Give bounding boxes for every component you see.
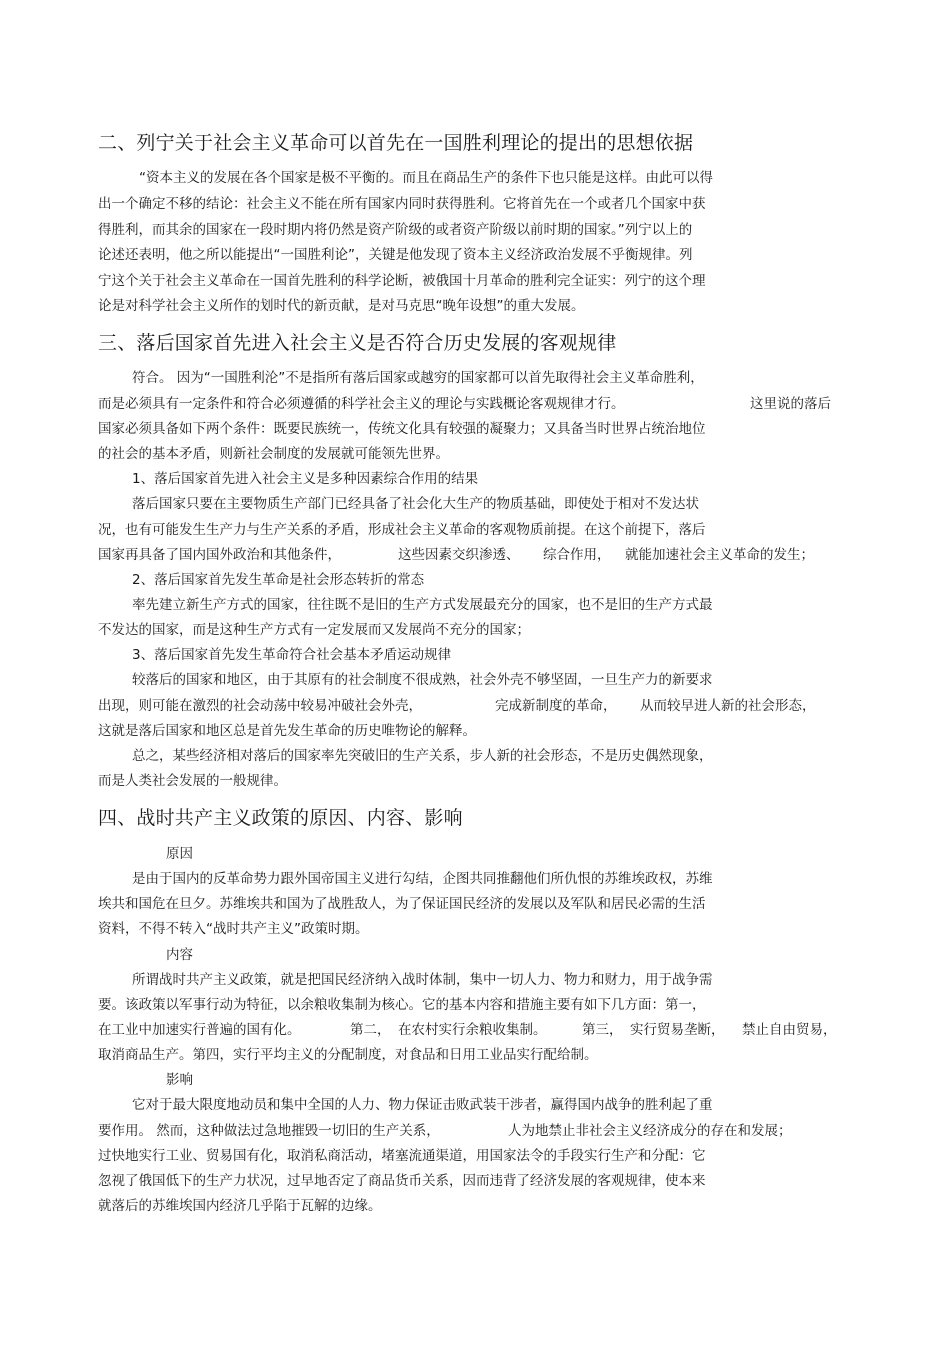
paragraph-line-fragment: 这里说的落后	[750, 396, 831, 412]
paragraph-line-fragment: 完成新制度的革命，	[495, 698, 617, 714]
paragraph-line-fragment: 禁止自由贸易，	[742, 1022, 837, 1038]
paragraph-line: 它对于最大限度地动员和集中全国的人力、物力保证击败武装干涉者，赢得国内战争的胜利起了重	[132, 1097, 713, 1113]
section-heading-4: 四、战时共产主义政策的原因、内容、影响	[98, 807, 463, 829]
subsection-label-content: 内容	[166, 947, 193, 963]
paragraph-line: 要。该政策以军事行动为特征，以余粮收集制为核心。它的基本内容和措施主要有如下几方面：第一，	[98, 997, 706, 1013]
paragraph-line: 出一个确定不移的结论：社会主义不能在所有国家内同时获得胜利。它将首先在一个或者几个国家中获	[98, 196, 706, 212]
paragraph-line: 过快地实行工业、贸易国有化，取消私商活动，堵塞流通渠道，用国家法令的手段实行生产和分配：它	[98, 1148, 706, 1164]
paragraph-line-fragment: 第二，	[350, 1022, 391, 1038]
paragraph-line: 不发达的国家，而是这种生产方式有一定发展而又发展尚不充分的国家；	[98, 622, 530, 638]
paragraph-line: 落后国家只要在主要物质生产部门已经具备了社会化大生产的物质基础，即使处于相对不发达状	[132, 496, 699, 512]
paragraph-line: 总之，某些经济相对落后的国家率先突破旧的生产关系，步人新的社会形态，不是历史偶然现象，	[132, 748, 713, 764]
paragraph-line-fragment: 这些因素交织渗透、	[398, 547, 520, 563]
paragraph-line: 而是必须具有一定条件和符合必须遵循的科学社会主义的理论与实践概论客观规律才行。	[98, 396, 625, 412]
paragraph-line-fragment: 在农村实行余粮收集制。	[398, 1022, 547, 1038]
paragraph-line: 率先建立新生产方式的国家，往往既不是旧的生产方式发展最充分的国家，也不是旧的生产方式最	[132, 597, 713, 613]
paragraph-line: 而是人类社会发展的一般规律。	[98, 773, 287, 789]
paragraph-line: 较落后的国家和地区，由于其原有的社会制度不很成熟，社会外壳不够坚固，一旦生产力的新要求	[132, 672, 713, 688]
subsection-label-reason: 原因	[166, 846, 193, 862]
paragraph-line-fragment: 人为地禁止非社会主义经济成分的存在和发展；	[508, 1123, 792, 1139]
paragraph-line: 忽视了俄国低下的生产力状况，过早地否定了商品货币关系，因而违背了经济发展的客观规律，使本来	[98, 1173, 706, 1189]
paragraph-line: 的社会的基本矛盾，则新社会制度的发展就可能领先世界。	[98, 446, 449, 462]
paragraph-line-fragment: 实行贸易垄断，	[630, 1022, 725, 1038]
paragraph-line: 埃共和国危在旦夕。苏维埃共和国为了战胜敌人，为了保证国民经济的发展以及军队和居民必需的生活	[98, 896, 706, 912]
paragraph-line: 要作用。 然而，这种做法过急地摧毁一切旧的生产关系，	[98, 1123, 440, 1139]
paragraph-line: 论述还表明，他之所以能提出“一国胜利论”，关键是他发现了资本主义经济政治发展不乎衡规律。列	[98, 247, 693, 263]
paragraph-line: 取消商品生产。第四，实行平均主义的分配制度，对食品和日用工业品实行配给制。	[98, 1047, 598, 1063]
paragraph-line: 宁这个关于社会主义革命在一国首先胜利的科学论断，被俄国十月革命的胜利完全证实：列宁的这个理	[98, 273, 706, 289]
paragraph-line: 出现，则可能在激烈的社会动荡中较易冲破社会外壳，	[98, 698, 422, 714]
paragraph-line: 就落后的苏维埃国内经济几乎陷于瓦解的边缘。	[98, 1198, 382, 1214]
paragraph-line: 论是对科学社会主义所作的划时代的新贡献，是对马克思“晚年设想”的重大发展。	[98, 298, 585, 314]
paragraph-line-fragment: 综合作用，	[543, 547, 611, 563]
section-heading-2: 二、列宁关于社会主义革命可以首先在一国胜利理论的提出的思想依据	[98, 132, 694, 154]
subheading: 3、落后国家首先发生革命符合社会基本矛盾运动规律	[132, 647, 452, 663]
paragraph-line: 这就是落后国家和地区总是首先发生革命的历史唯物论的解释。	[98, 723, 476, 739]
subheading: 2、落后国家首先发生革命是社会形态转折的常态	[132, 572, 425, 588]
paragraph-line: 资料，不得不转入“战时共产主义”政策时期。	[98, 921, 369, 937]
paragraph-line: 况，也有可能发生生产力与生产关系的矛盾，形成社会主义革命的客观物质前提。在这个前提下，落后	[98, 522, 706, 538]
paragraph-line: 国家必须具备如下两个条件：既要民族统一，传统文化具有较强的凝聚力；又具备当时世界占统治地位	[98, 421, 706, 437]
paragraph-line: “资本主义的发展在各个国家是极不平衡的。而且在商品生产的条件下也只能是这样。由此可以得	[139, 170, 713, 186]
paragraph-line: 所谓战时共产主义政策，就是把国民经济纳入战时体制，集中一切人力、物力和财力，用于战争需	[132, 972, 713, 988]
paragraph-line: 符合。 因为“一国胜利沦”不是指所有落后国家或越穷的国家都可以首先取得社会主义革命胜利，	[132, 370, 704, 386]
paragraph-line-fragment: 就能加速社会主义革命的发生；	[625, 547, 814, 563]
subsection-label-impact: 影响	[166, 1072, 193, 1088]
subheading: 1、落后国家首先进入社会主义是多种因素综合作用的结果	[132, 471, 479, 487]
paragraph-line: 国家再具备了国内国外政治和其他条件，	[98, 547, 341, 563]
paragraph-line: 是由于国内的反革命势力跟外国帝国主义进行勾结，企图共同推翻他们所仇恨的苏维埃政权，苏维	[132, 871, 713, 887]
paragraph-line: 在工业中加速实行普遍的国有化。	[98, 1022, 301, 1038]
paragraph-line: 得胜利，而其余的国家在一段时期内将仍然是资产阶级的或者资产阶级以前时期的国家。”列宁以上的	[98, 222, 693, 238]
section-heading-3: 三、落后国家首先进入社会主义是否符合历史发展的客观规律	[98, 332, 617, 354]
paragraph-line-fragment: 第三，	[582, 1022, 623, 1038]
paragraph-line-fragment: 从而较早进人新的社会形态，	[640, 698, 816, 714]
